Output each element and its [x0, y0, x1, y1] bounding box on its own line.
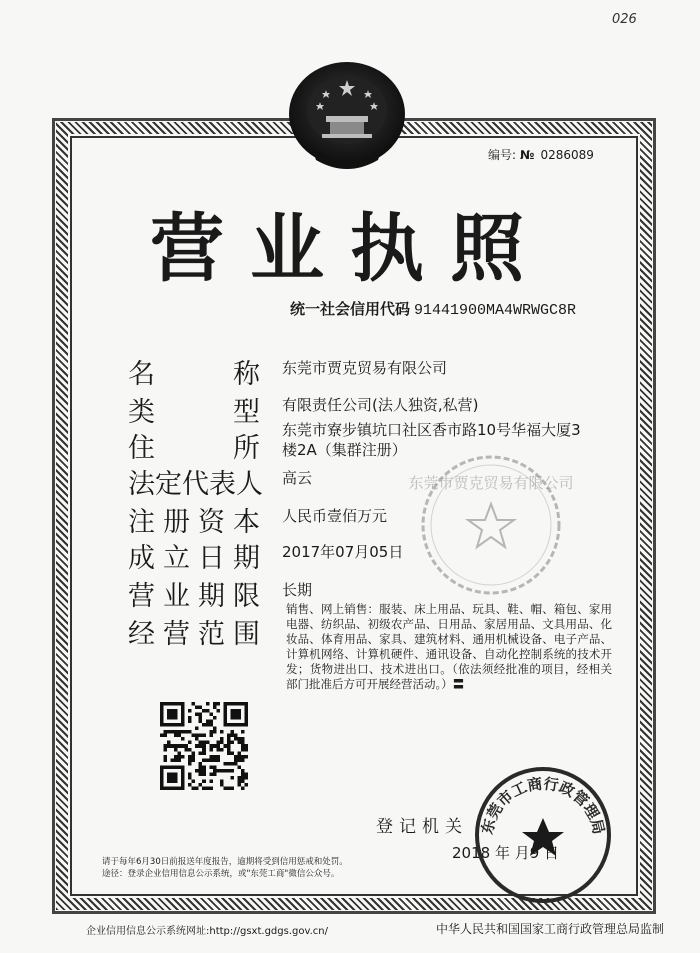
value-legal-representative: 高云 — [282, 469, 313, 487]
label-registered-capital — [128, 500, 260, 539]
label-char: 成 — [128, 543, 155, 574]
footer-supervisor: 中华人民共和国国家工商行政管理总局监制 — [436, 922, 665, 936]
credit-code — [290, 298, 576, 319]
label-char: 定 — [155, 469, 182, 500]
label-char: 表 — [209, 469, 236, 500]
label-char: 营 — [128, 581, 155, 612]
notice-line: 请于每年6月30日前报送年度报告，逾期将受到信用惩戒和处罚。 — [102, 857, 348, 867]
label-char: 资 — [198, 507, 225, 538]
value-address-line: 楼2A（集群注册） — [282, 441, 407, 459]
label-char: 册 — [163, 507, 190, 538]
value-business-term: 长期 — [282, 581, 313, 599]
annual-report-notice — [102, 856, 448, 880]
value-business-scope: 销售、网上销售：服装、床上用品、玩具、鞋、帽、箱包、家用电器、纺织品、初级农产品、日用品、家居用品、文具用品、化妆品、体育用品、家具、建筑材料、通用机械设备、电子产品、计算机网络、计算机硬件、通讯设备、自动化控制系统的技术开发；货物进出口、技术进出口。（依法须经批准的项目，经相关部门批准后方可开展经营活动。）〓 — [286, 602, 612, 691]
label-char: 立 — [163, 543, 190, 574]
serial-value: 0286089 — [540, 148, 594, 162]
label-name — [128, 352, 260, 391]
label-char: 称 — [233, 359, 260, 390]
label-legal-representative — [128, 462, 263, 501]
serial-label: 编号: — [488, 148, 517, 162]
label-char: 经 — [128, 619, 155, 650]
company-seal-text: 东莞市贾克贸易有限公司 — [408, 474, 574, 492]
official-seal-text: 东莞市工商行政管理局 — [478, 774, 608, 836]
label-char: 名 — [128, 359, 155, 390]
label-char: 住 — [128, 433, 155, 464]
value-address-line: 东莞市寮步镇坑口社区香市路10号华福大厦3 — [282, 421, 581, 439]
label-address — [128, 426, 260, 465]
label-type — [128, 390, 260, 429]
label-char: 所 — [233, 433, 260, 464]
label-char: 围 — [233, 619, 260, 650]
label-establishment-date — [128, 536, 260, 575]
label-char: 型 — [233, 397, 260, 428]
label-char: 限 — [233, 581, 260, 612]
label-business-scope — [128, 612, 260, 651]
qr-code — [160, 702, 248, 790]
document-title: 营业执照 — [150, 206, 550, 292]
official-seal-stamp — [470, 762, 616, 908]
label-char: 注 — [128, 507, 155, 538]
notice-line: 途径：登录企业信用信息公示系统，或"东莞工商"微信公众号。 — [102, 869, 340, 879]
label-char: 代 — [182, 469, 209, 500]
serial-symbol: № — [520, 148, 535, 162]
label-char: 期 — [233, 543, 260, 574]
label-char: 期 — [198, 581, 225, 612]
label-char: 营 — [163, 619, 190, 650]
serial-number — [488, 146, 594, 163]
registration-authority-label: 登记机关 — [376, 817, 468, 837]
label-char: 本 — [233, 507, 260, 538]
issue-date: 2018 年 月9 日 — [452, 844, 560, 862]
national-emblem-icon — [282, 60, 412, 178]
footer-website: 企业信用信息公示系统网址:http://gsxt.gdgs.gov.cn/ — [86, 926, 329, 937]
label-char: 日 — [198, 543, 225, 574]
value-type: 有限责任公司(法人独资,私营) — [282, 396, 479, 414]
handwritten-page-number: 026 — [612, 12, 637, 27]
value-establishment-date: 2017年07月05日 — [282, 543, 404, 561]
label-char: 范 — [198, 619, 225, 650]
label-char: 业 — [163, 581, 190, 612]
value-registered-capital: 人民币壹佰万元 — [282, 507, 388, 525]
value-name: 东莞市贾克贸易有限公司 — [282, 359, 448, 377]
label-char: 法 — [128, 469, 155, 500]
label-char: 类 — [128, 397, 155, 428]
label-business-term — [128, 574, 260, 613]
credit-code-value: 91441900MA4WRWGC8R — [414, 302, 577, 319]
credit-code-label: 统一社会信用代码 — [290, 300, 411, 318]
company-seal-stamp — [408, 452, 574, 598]
label-char: 人 — [236, 469, 263, 500]
